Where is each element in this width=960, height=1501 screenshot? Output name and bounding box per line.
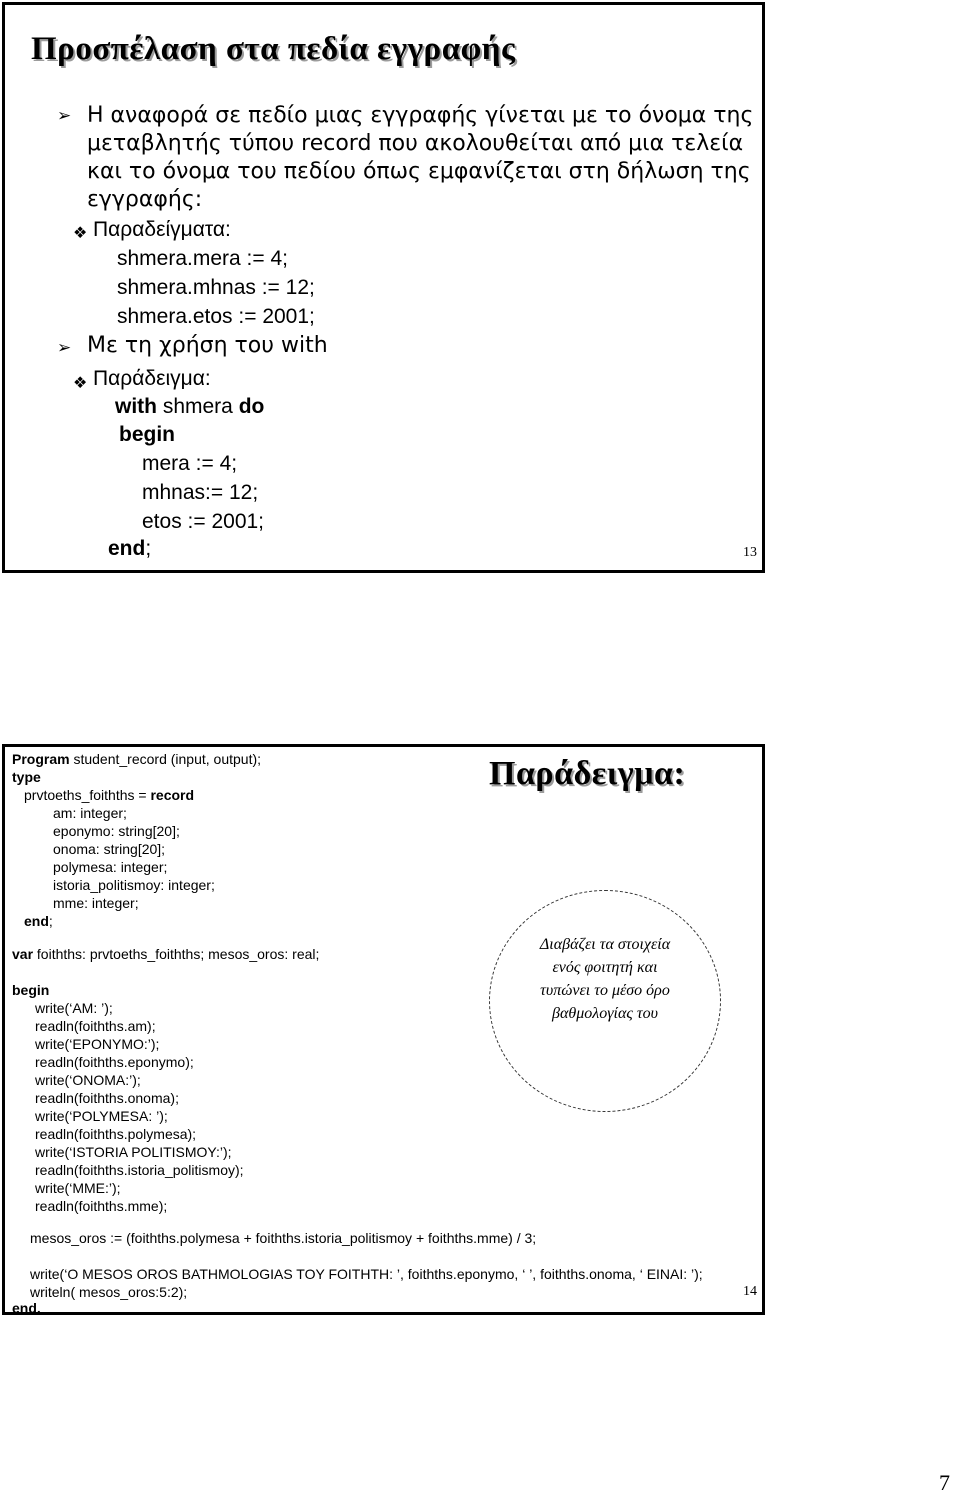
bullet-line: εγγραφής:: [87, 187, 203, 212]
code-text: shmera: [157, 395, 239, 418]
code-line: readln(foithths.mme);: [35, 1198, 168, 1214]
keyword-begin: begin: [119, 423, 175, 446]
code-line: shmera.etos := 2001;: [117, 305, 315, 328]
note-line: τυπώνει το μέσο όρο: [540, 982, 670, 999]
code-line: polymesa: integer;: [53, 859, 168, 875]
slide-14: [2, 744, 765, 1315]
code-line: mera := 4;: [142, 452, 238, 475]
slide-page-number: 13: [743, 545, 757, 560]
code-line-calc: mesos_oros := (foithths.polymesa + foithths.istoria_politismoy + foithths.mme) / 3;: [30, 1230, 537, 1246]
code-line-end: [24, 913, 53, 929]
keyword-end: end: [24, 913, 49, 929]
keyword-record: record: [150, 787, 195, 803]
keyword-program: Program: [12, 751, 70, 767]
code-line: readln(foithths.istoria_politismoy);: [35, 1162, 244, 1178]
code-line: write(‘ONOMA:’);: [35, 1072, 141, 1088]
code-line: etos := 2001;: [142, 510, 265, 533]
code-line-record: [24, 787, 194, 803]
code-line: readln(foithths.onoma);: [35, 1090, 179, 1106]
code-line-var: [12, 946, 319, 962]
code-line: am: integer;: [53, 805, 127, 821]
code-text: student_record (input, output);: [69, 751, 262, 767]
code-line: write(‘MME:’);: [35, 1180, 121, 1196]
code-line: shmera.mhnas := 12;: [117, 276, 315, 299]
code-line: write(‘EPONYMO:’);: [35, 1036, 160, 1052]
code-line: shmera.mera := 4;: [117, 247, 288, 270]
keyword-end: end: [108, 537, 146, 560]
code-line: istoria_politismoy: integer;: [53, 877, 215, 893]
diamond-bullet-icon: ❖: [73, 373, 88, 392]
bullet-line: μεταβλητής τύπου record που ακολουθείται από μια τελεία: [87, 131, 744, 156]
code-line: write(‘ISTORIA POLITISMOY:’);: [35, 1144, 232, 1160]
code-line-write: write(‘O MESOS OROS BATHMOLOGIAS TOY FOITHTH: ’, foithths.eponymo, ‘ ’, foithths.onoma, ‘ EINAI: ’);: [30, 1266, 703, 1282]
code-line: write(‘AM: ’);: [35, 1000, 113, 1016]
code-text: prvtoeths_foithths =: [24, 787, 151, 803]
slide-13: [2, 2, 765, 573]
code-line: readln(foithths.am);: [35, 1018, 156, 1034]
note-text: [490, 933, 720, 1025]
code-line: readln(foithths.polymesa);: [35, 1126, 197, 1142]
bullet-line: Με τη χρήση του with: [87, 333, 328, 358]
keyword-with: with: [115, 395, 157, 418]
slide-title: Προσπέλαση στα πεδία εγγραφής: [31, 31, 516, 67]
code-text: ;: [48, 913, 53, 929]
bullet-line: και το όνομα του πεδίου όπως εμφανίζεται στη δήλωση της: [87, 159, 751, 184]
keyword-type: type: [12, 769, 41, 785]
code-line-writeln: writeln( mesos_oros:5:2);: [30, 1284, 188, 1300]
note-line: βαθμολογίας του: [552, 1005, 658, 1022]
arrow-bullet-icon: ➢: [57, 338, 72, 358]
code-line: mme: integer;: [53, 895, 139, 911]
code-line: onoma: string[20];: [53, 841, 166, 857]
diamond-bullet-icon: ❖: [73, 223, 88, 242]
bullet-line: Η αναφορά σε πεδίο μιας εγγραφής γίνεται με το όνομα της: [87, 103, 754, 128]
keyword-var: var: [12, 946, 34, 962]
note-ellipse: [489, 890, 721, 1112]
slide-title: Παράδειγμα:: [489, 755, 686, 792]
code-line: eponymo: string[20];: [53, 823, 180, 839]
code-line: readln(foithths.eponymo);: [35, 1054, 194, 1070]
arrow-bullet-icon: ➢: [57, 106, 72, 126]
sub-bullet-label: Παράδειγμα:: [93, 367, 211, 390]
code-line: write(‘POLYMESA: ’);: [35, 1108, 168, 1124]
code-line-with: [115, 395, 264, 419]
note-line: ενός φοιτητή και: [552, 959, 658, 976]
code-text: ;: [145, 537, 152, 560]
code-line: mhnas:= 12;: [142, 481, 259, 504]
code-line-program: [12, 751, 261, 767]
keyword-end-final: end.: [12, 1300, 41, 1316]
code-text: foithths: prvtoeths_foithths; mesos_oros: real;: [33, 946, 320, 962]
sub-bullet-label: Παραδείγματα:: [93, 218, 231, 241]
keyword-begin: begin: [12, 982, 50, 998]
slide-page-number: 14: [743, 1284, 757, 1299]
keyword-do: do: [238, 395, 265, 418]
document-page-number: 7: [939, 1470, 950, 1495]
code-line-end: [108, 537, 151, 561]
note-line: Διαβάζει τα στοιχεία: [539, 936, 671, 953]
